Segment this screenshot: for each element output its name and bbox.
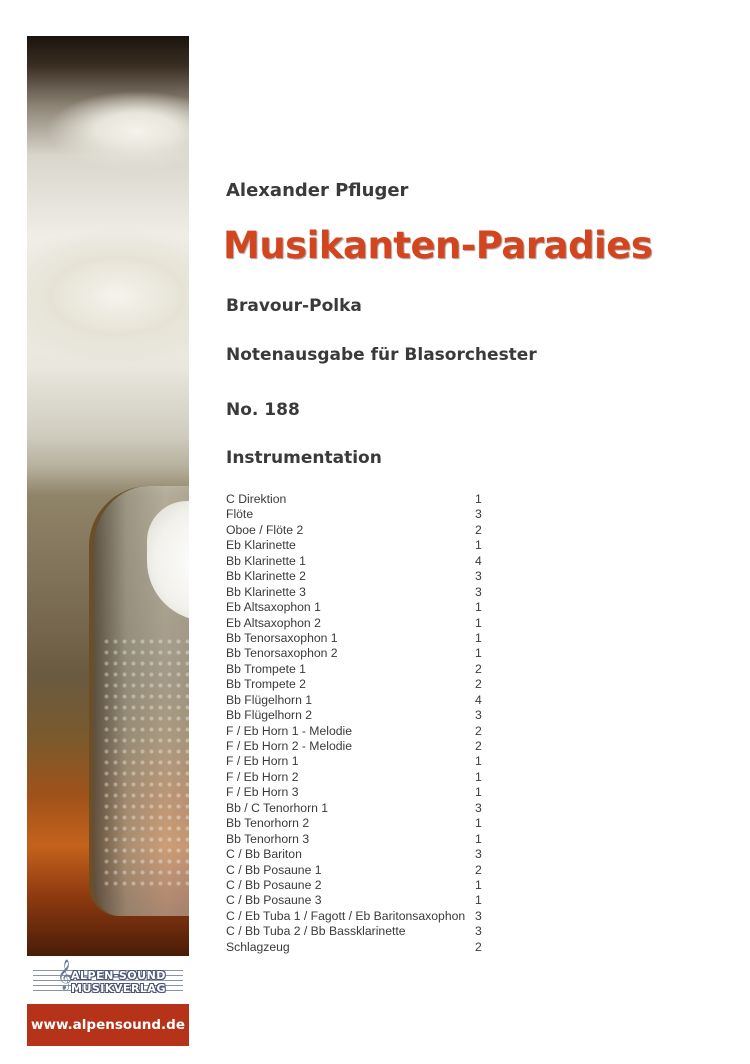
instrument-name: Oboe / Flöte 2: [226, 522, 304, 537]
instrument-count: 1: [475, 646, 482, 661]
instrument-row: [226, 708, 486, 723]
instrument-count: 4: [475, 692, 482, 707]
instrument-count: 3: [475, 569, 482, 584]
instrument-row: [226, 724, 486, 739]
instrumentation-heading: Instrumentation: [226, 448, 382, 468]
instrument-count: 4: [475, 553, 482, 568]
catalog-number: No. 188: [226, 400, 300, 420]
instrument-name: Eb Altsaxophon 2: [226, 615, 321, 630]
edition-description: Notenausgabe für Blasorchester: [226, 345, 537, 365]
instrument-row: [226, 693, 486, 708]
instrument-count: 2: [475, 723, 482, 738]
instrument-name: F / Eb Horn 2: [226, 769, 299, 784]
instrument-name: C / Bb Posaune 1: [226, 862, 322, 877]
logo-line1: ALPEN-SOUND: [71, 969, 166, 982]
instrument-name: Bb Tenorhorn 3: [226, 831, 310, 846]
instrument-count: 3: [475, 924, 482, 939]
cover-photo: [27, 36, 189, 956]
instrument-count: 1: [475, 615, 482, 630]
instrument-row: [226, 507, 486, 522]
instrument-row: [226, 770, 486, 785]
instrument-row: [226, 909, 486, 924]
instrument-name: Bb / C Tenorhorn 1: [226, 800, 329, 815]
instrument-count: 2: [475, 939, 482, 954]
condensation-droplets: [102, 636, 189, 886]
instrument-row: [226, 816, 486, 831]
instrument-name: C / Bb Bariton: [226, 847, 302, 862]
instrument-count: 1: [475, 831, 482, 846]
instrument-row: [226, 600, 486, 615]
instrument-name: Bb Klarinette 3: [226, 584, 306, 599]
instrument-name: Bb Trompete 1: [226, 661, 306, 676]
instrument-count: 1: [475, 600, 482, 615]
instrument-row: [226, 523, 486, 538]
instrument-row: [226, 554, 486, 569]
piece-subtitle: Bravour-Polka: [226, 296, 362, 316]
instrument-name: Bb Flügelhorn 1: [226, 692, 313, 707]
instrument-count: 2: [475, 862, 482, 877]
instrument-name: Bb Flügelhorn 2: [226, 708, 313, 723]
instrument-count: 2: [475, 677, 482, 692]
instrument-row: [226, 940, 486, 955]
instrument-row: [226, 754, 486, 769]
instrument-row: [226, 893, 486, 908]
instrument-count: 1: [475, 769, 482, 784]
instrument-name: F / Eb Horn 1 - Melodie: [226, 723, 352, 738]
instrument-name: Bb Trompete 2: [226, 677, 306, 692]
instrumentation-list: [226, 492, 486, 955]
instrument-count: 2: [475, 661, 482, 676]
instrument-row: [226, 492, 486, 507]
instrument-name: Flöte: [226, 507, 254, 522]
instrument-name: F / Eb Horn 3: [226, 785, 299, 800]
instrument-name: F / Eb Horn 1: [226, 754, 299, 769]
instrument-row: [226, 847, 486, 862]
instrument-row: [226, 785, 486, 800]
instrument-count: 1: [475, 785, 482, 800]
instrument-count: 1: [475, 538, 482, 553]
instrument-count: 3: [475, 708, 482, 723]
instrument-name: Bb Tenorsaxophon 2: [226, 646, 338, 661]
instrument-name: Bb Klarinette 1: [226, 553, 306, 568]
instrument-row: [226, 631, 486, 646]
instrument-row: [226, 801, 486, 816]
instrument-name: C Direktion: [226, 492, 287, 506]
instrument-row: [226, 646, 486, 661]
instrument-name: C / Bb Tuba 2 / Bb Bassklarinette: [226, 924, 406, 939]
instrument-name: F / Eb Horn 2 - Melodie: [226, 739, 352, 753]
instrument-count: 3: [475, 908, 482, 923]
instrument-count: 1: [475, 877, 482, 892]
instrument-row: [226, 863, 486, 878]
instrument-count: 1: [475, 492, 482, 506]
publisher-logo: [27, 960, 189, 1000]
instrument-count: 2: [475, 739, 482, 753]
instrument-row: [226, 739, 486, 754]
composer-name: Alexander Pfluger: [226, 180, 409, 201]
instrument-name: Bb Tenorsaxophon 1: [226, 630, 338, 645]
instrument-count: 1: [475, 893, 482, 908]
website-link[interactable]: www.alpensound.de: [27, 1004, 189, 1046]
instrument-row: [226, 677, 486, 692]
instrument-name: Bb Klarinette 2: [226, 569, 306, 584]
instrument-name: C / Eb Tuba 1 / Fagott / Eb Baritonsaxophon: [226, 908, 466, 923]
instrument-row: [226, 569, 486, 584]
logo-line2: MUSIKVERLAG: [71, 982, 166, 995]
instrument-name: Bb Tenorhorn 2: [226, 816, 310, 831]
instrument-row: [226, 616, 486, 631]
instrument-row: [226, 832, 486, 847]
instrument-count: 1: [475, 630, 482, 645]
piece-title: Musikanten-Paradies: [223, 224, 653, 267]
instrument-row: [226, 924, 486, 939]
instrument-row: [226, 538, 486, 553]
instrument-count: 1: [475, 754, 482, 769]
instrument-count: 3: [475, 800, 482, 815]
instrument-name: C / Bb Posaune 3: [226, 893, 322, 908]
instrument-row: [226, 585, 486, 600]
instrument-name: Schlagzeug: [226, 939, 290, 954]
instrument-count: 3: [475, 847, 482, 862]
instrument-name: Eb Klarinette: [226, 538, 296, 553]
treble-clef-icon: 𝄞: [57, 960, 73, 990]
instrument-row: [226, 662, 486, 677]
instrument-name: C / Bb Posaune 2: [226, 877, 322, 892]
instrument-count: 2: [475, 522, 482, 537]
instrument-count: 3: [475, 507, 482, 522]
instrument-count: 1: [475, 816, 482, 831]
instrument-name: Eb Altsaxophon 1: [226, 600, 321, 615]
instrument-count: 3: [475, 584, 482, 599]
instrument-row: [226, 878, 486, 893]
